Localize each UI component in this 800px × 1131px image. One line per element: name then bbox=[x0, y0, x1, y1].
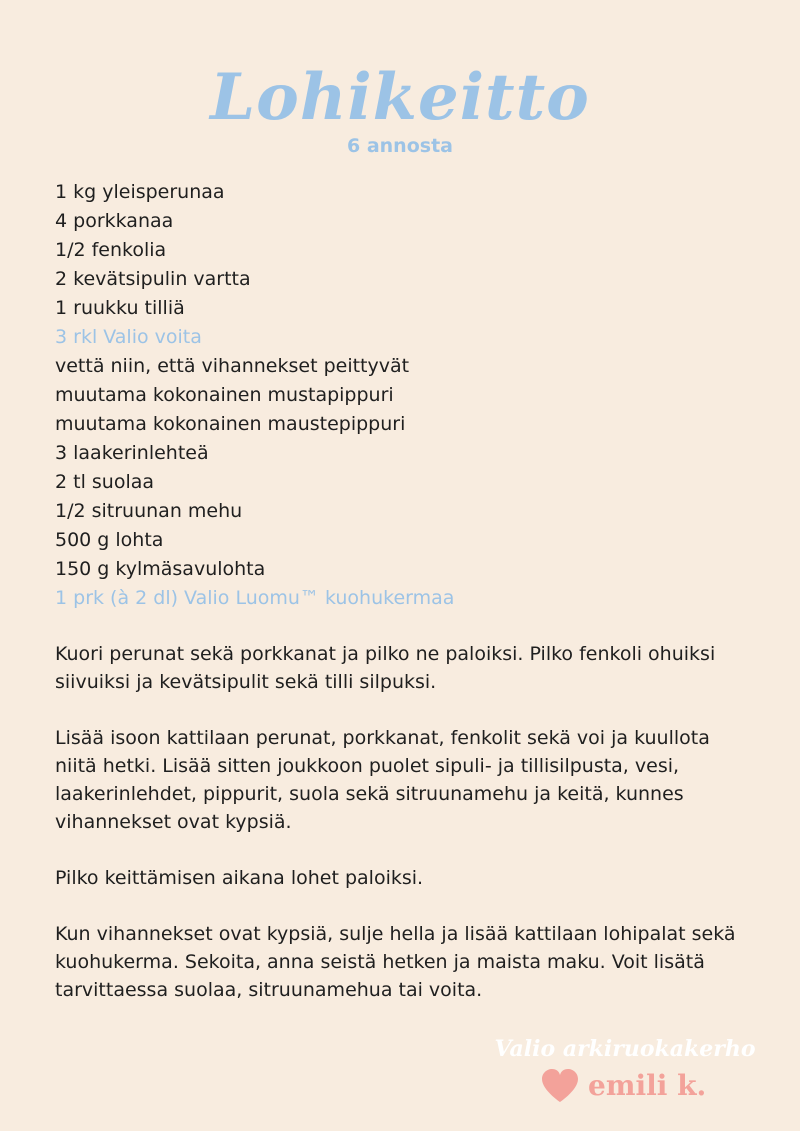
ingredient-item: 4 porkkanaa bbox=[55, 210, 174, 232]
instruction-step: Kun vihannekset ovat kypsiä, sulje hella ja lisää kattilaan lohipalat sekä kuohukerma. Sekoita, anna seistä hetken ja maista maku. Voit lisätä tarvittaessa suolaa, sitruunamehua tai voita. bbox=[55, 923, 736, 1001]
footer-signature bbox=[540, 1066, 706, 1106]
instruction-step: Pilko keittämisen aikana lohet paloiksi. bbox=[55, 867, 424, 889]
ingredient-item: 1 kg yleisperunaa bbox=[55, 181, 225, 203]
ingredient-item: 3 laakerinlehteä bbox=[55, 442, 209, 464]
recipe-title: Lohikeitto bbox=[210, 60, 590, 135]
instructions bbox=[55, 640, 755, 1032]
ingredient-item: 1/2 sitruunan mehu bbox=[55, 500, 243, 522]
ingredient-item: muutama kokonainen mustapippuri bbox=[55, 384, 394, 406]
ingredient-item-product-link[interactable]: 1 prk (à 2 dl) Valio Luomu™ kuohukermaa bbox=[55, 587, 455, 609]
servings-label: 6 annosta bbox=[347, 135, 453, 157]
footer-brand: Valio arkiruokakerho bbox=[494, 1036, 756, 1062]
ingredient-item: muutama kokonainen maustepippuri bbox=[55, 413, 406, 435]
signature-text: emili k. bbox=[588, 1069, 707, 1102]
ingredient-item: vettä niin, että vihannekset peittyvät bbox=[55, 355, 410, 377]
ingredient-item: 1 ruukku tilliä bbox=[55, 297, 185, 319]
ingredient-item: 500 g lohta bbox=[55, 529, 164, 551]
ingredient-item-product-link[interactable]: 3 rkl Valio voita bbox=[55, 326, 202, 348]
ingredient-item: 2 tl suolaa bbox=[55, 471, 155, 493]
ingredient-list bbox=[55, 178, 745, 613]
ingredient-item: 2 kevätsipulin vartta bbox=[55, 268, 251, 290]
ingredient-item: 150 g kylmäsavulohta bbox=[55, 558, 266, 580]
ingredient-item: 1/2 fenkolia bbox=[55, 239, 167, 261]
instruction-step: Kuori perunat sekä porkkanat ja pilko ne paloiksi. Pilko fenkoli ohuiksi siivuiksi ja kevätsipulit sekä tilli silpuksi. bbox=[55, 643, 716, 693]
heart-icon bbox=[540, 1068, 580, 1104]
instruction-step: Lisää isoon kattilaan perunat, porkkanat, fenkolit sekä voi ja kuullota niitä hetki. Lisää sitten joukkoon puolet sipuli- ja tillisilpusta, vesi, laakerinlehdet, pippurit, suola sekä sitruunamehu ja keitä, kunnes vihannekset ovat kypsiä. bbox=[55, 727, 710, 833]
